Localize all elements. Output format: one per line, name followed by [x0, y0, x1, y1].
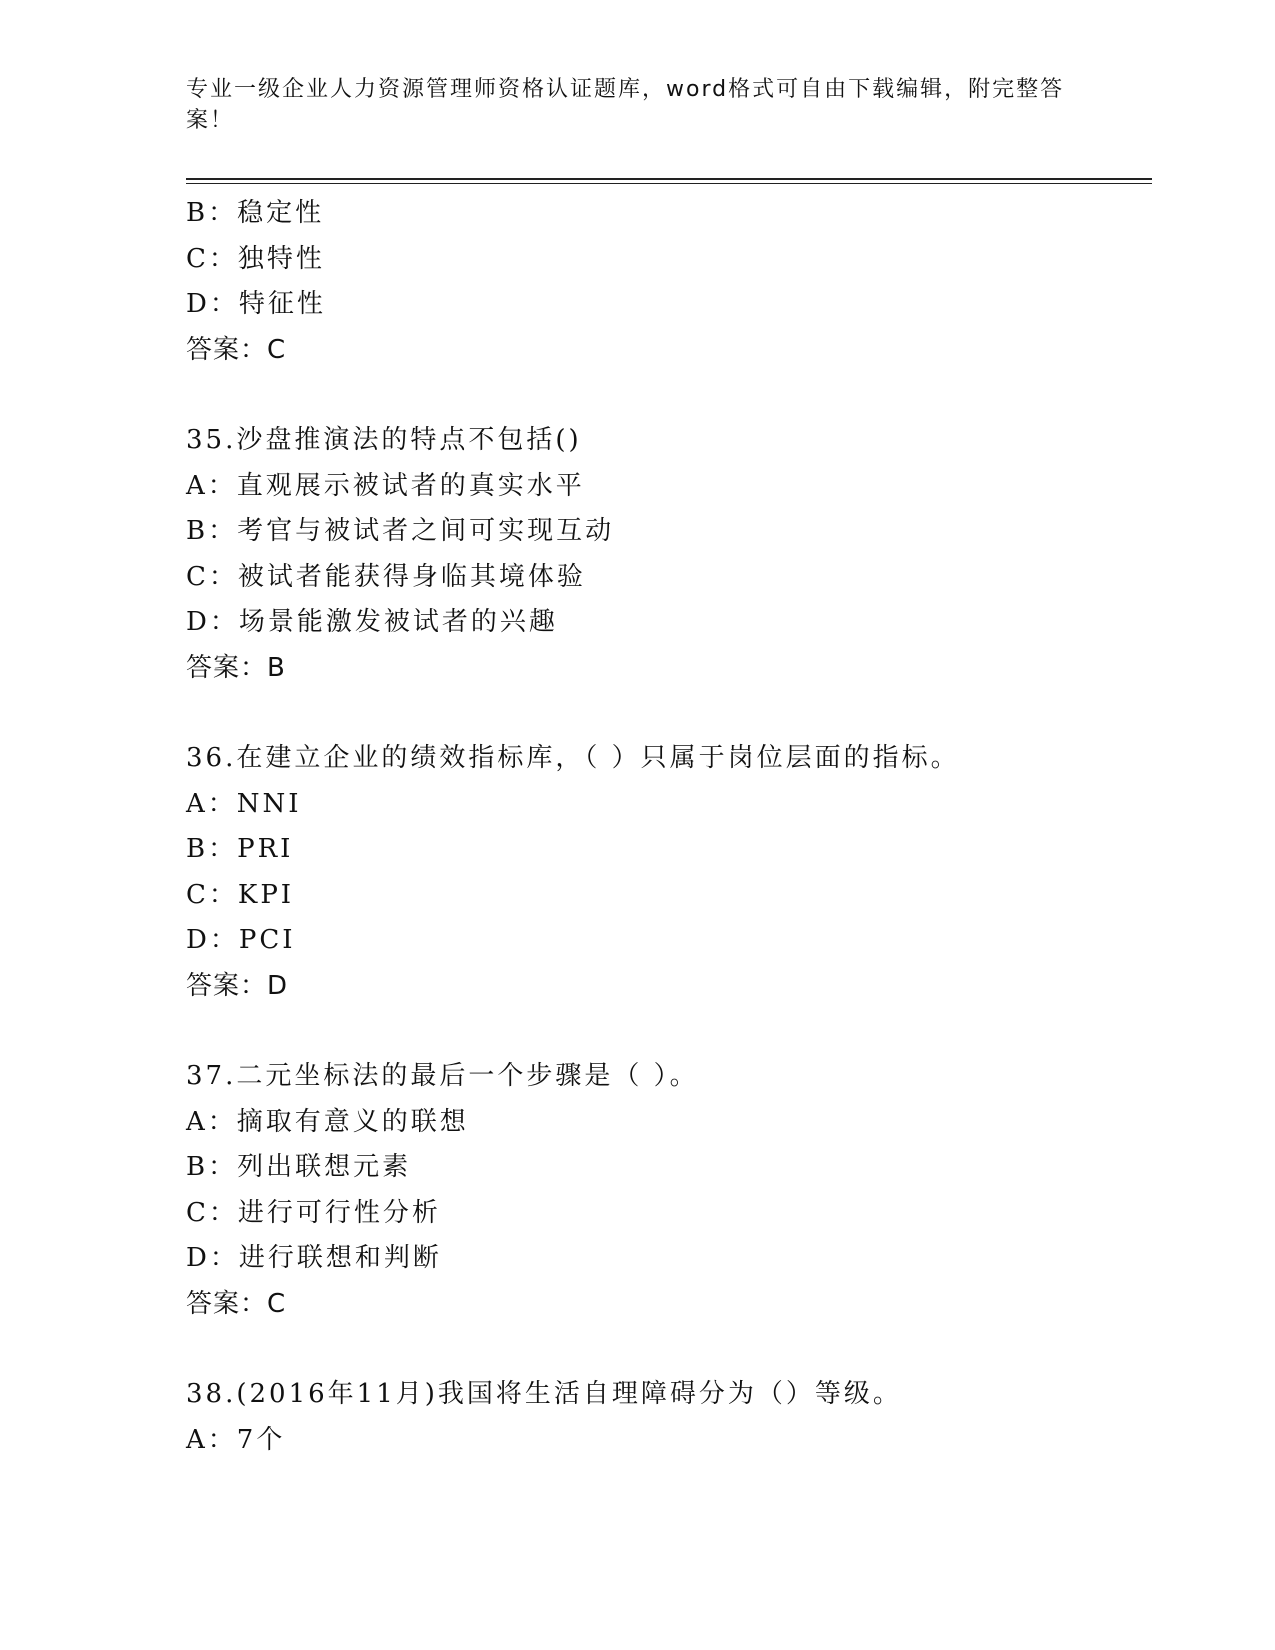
question-stem: 36.在建立企业的绩效指标库，（ ）只属于岗位层面的指标。 [186, 743, 960, 773]
option-b: B：稳定性 [186, 198, 325, 228]
header-divider [186, 178, 1152, 180]
answer: 答案：C [186, 334, 287, 365]
question-36 [186, 736, 1152, 1009]
header-divider-thin [186, 183, 1152, 184]
answer: 答案：C [186, 1288, 287, 1319]
question-34-continued [186, 191, 1152, 373]
answer: 答案：B [186, 652, 286, 683]
question-37 [186, 1054, 1152, 1327]
page-header: 专业一级企业人力资源管理师资格认证题库，word格式可自由下载编辑，附完整答案！ [186, 77, 1065, 133]
option-d: D：进行联想和判断 [186, 1243, 442, 1273]
option-c: C：被试者能获得身临其境体验 [186, 561, 586, 592]
option-c: C：进行可行性分析 [186, 1197, 441, 1228]
option-d: D：场景能激发被试者的兴趣 [186, 607, 558, 637]
question-content [186, 191, 1152, 1463]
question-stem: 35.沙盘推演法的特点不包括() [186, 425, 582, 455]
option-a: A：摘取有意义的联想 [186, 1106, 469, 1137]
option-d: D：PCI [186, 925, 296, 955]
answer: 答案：D [186, 970, 289, 1001]
question-35 [186, 418, 1152, 691]
option-a: A：7个 [186, 1424, 286, 1455]
question-stem: 37.二元坐标法的最后一个步骤是（ ）。 [186, 1061, 699, 1091]
option-b: B：考官与被试者之间可实现互动 [186, 516, 615, 546]
question-stem: 38.(2016年11月)我国将生活自理障碍分为（）等级。 [186, 1379, 902, 1409]
option-a: A：NNI [186, 788, 302, 819]
option-d: D：特征性 [186, 289, 326, 319]
option-a: A：直观展示被试者的真实水平 [186, 470, 585, 501]
option-c: C：独特性 [186, 243, 325, 274]
option-b: B：列出联想元素 [186, 1152, 412, 1182]
option-b: B：PRI [186, 834, 294, 864]
option-c: C：KPI [186, 879, 295, 910]
question-38 [186, 1372, 1152, 1463]
